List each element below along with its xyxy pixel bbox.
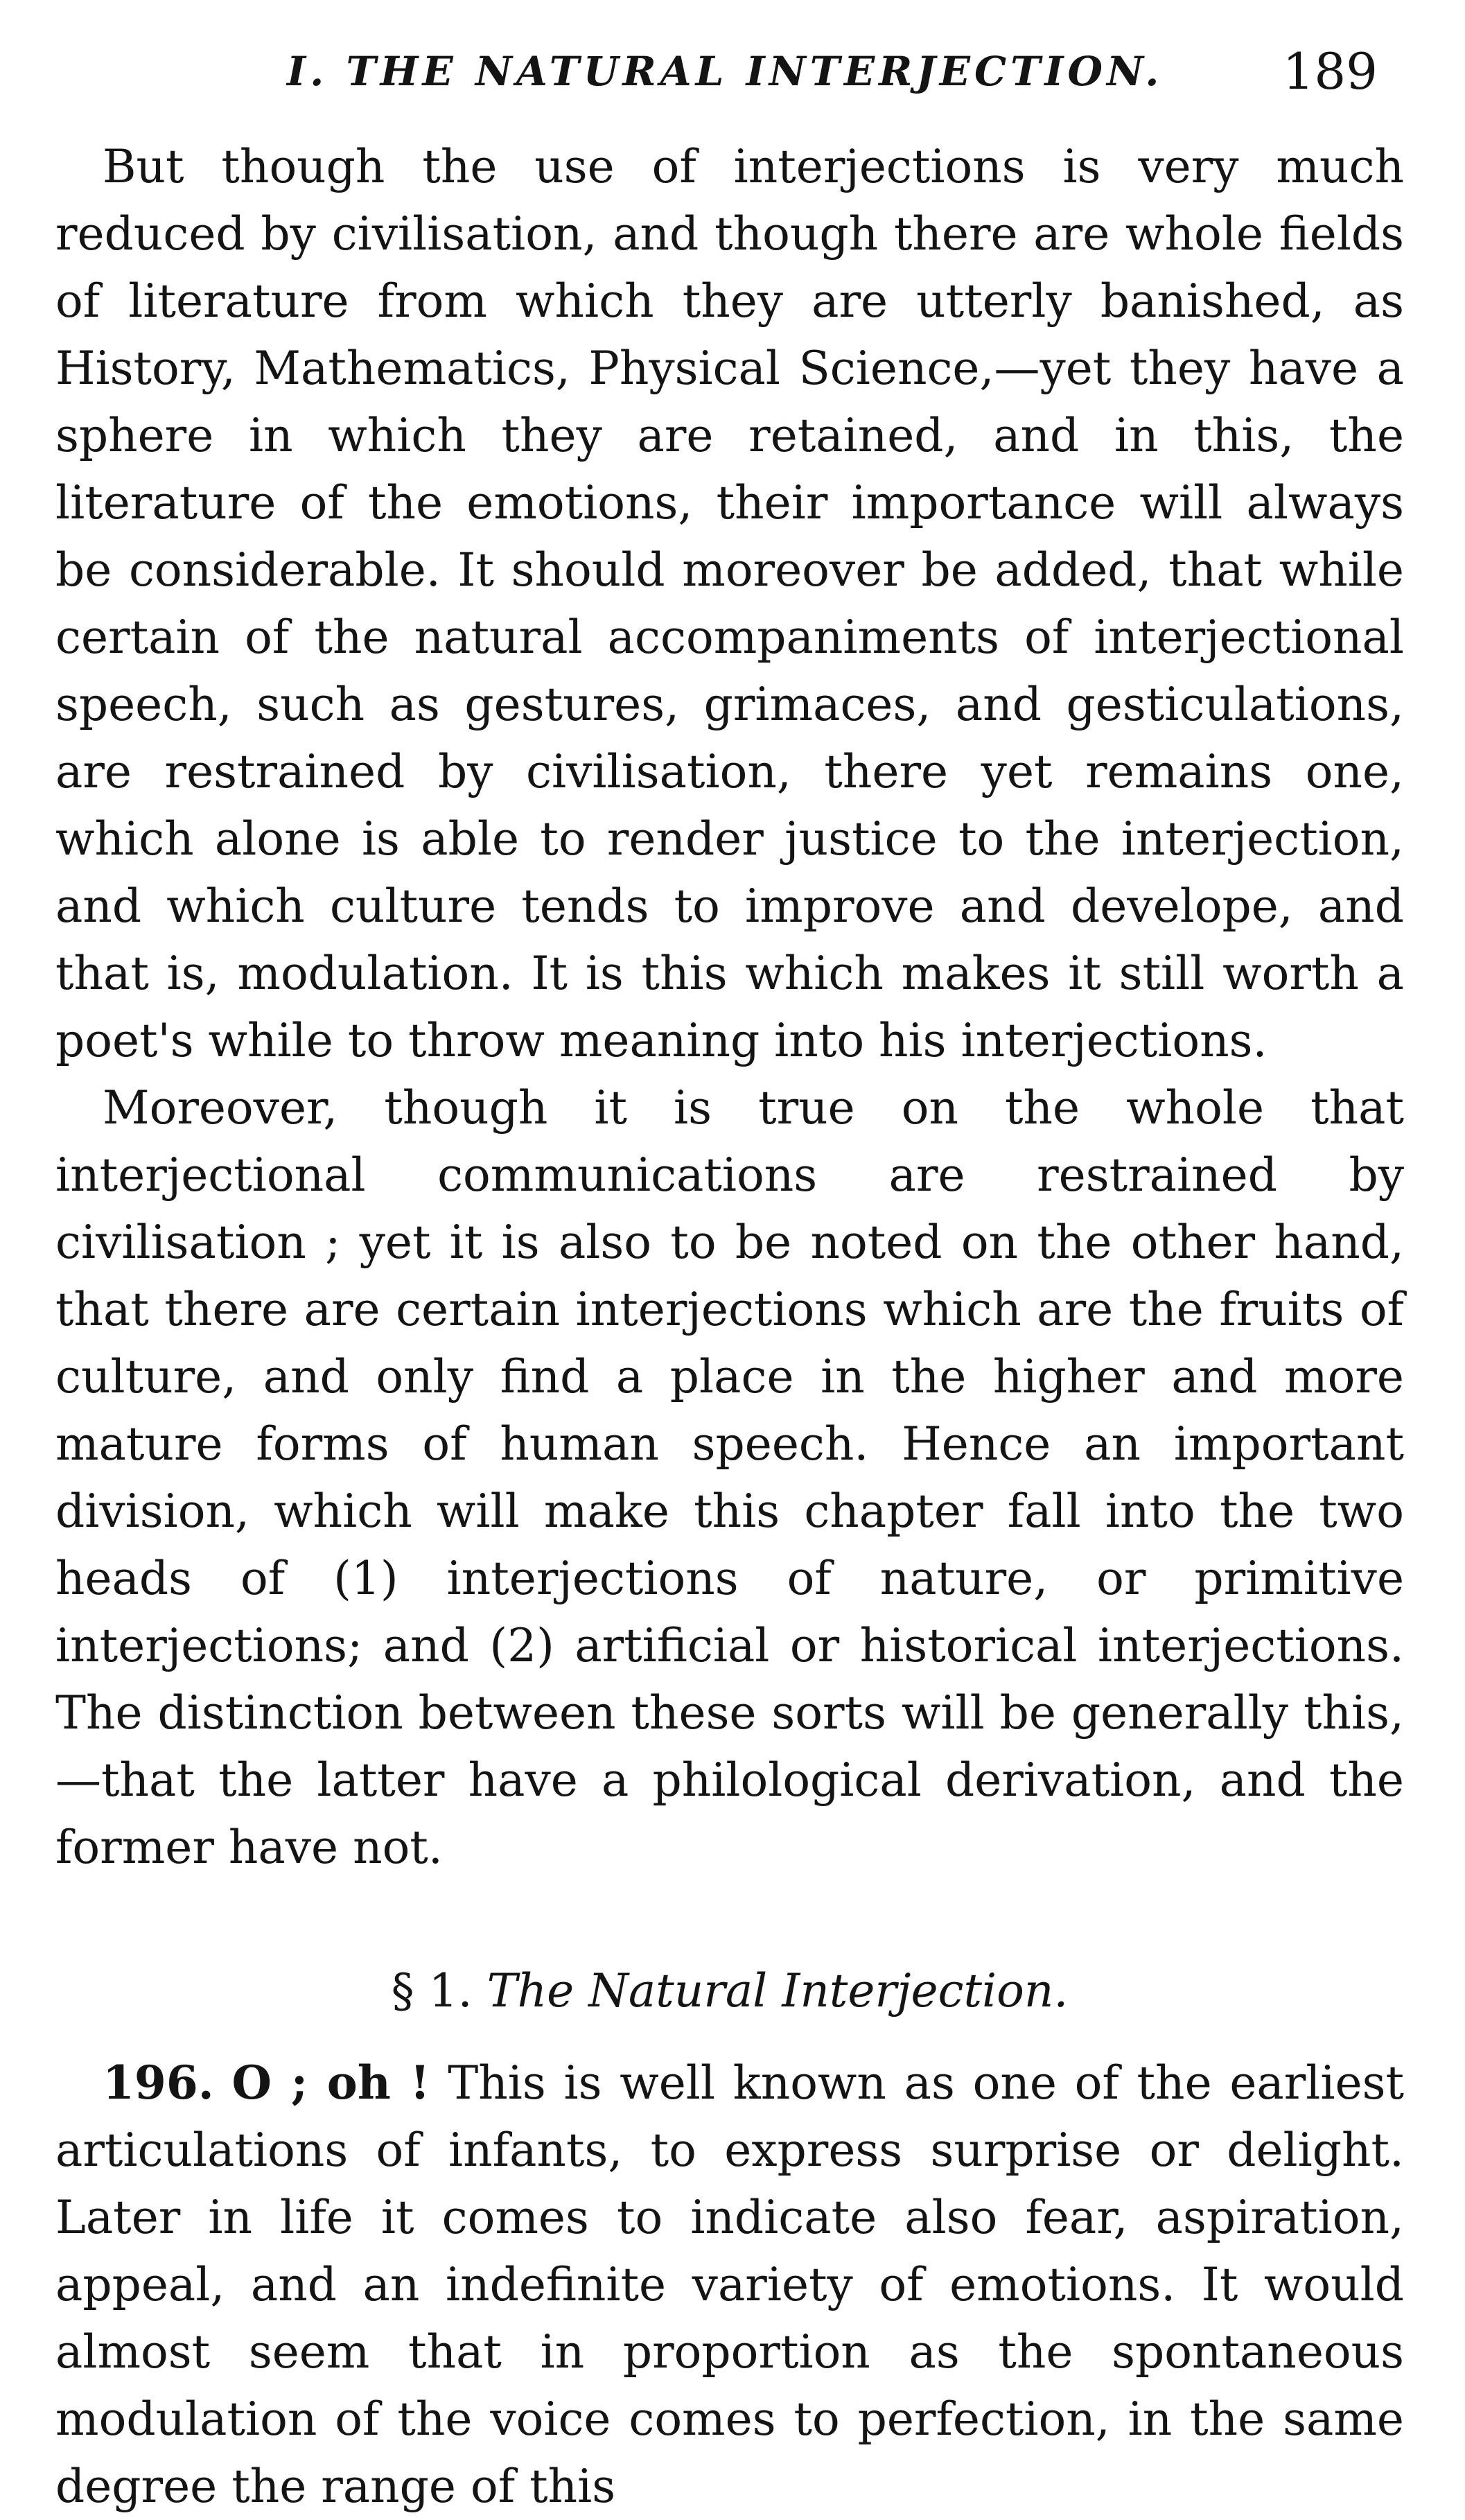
entry-headword: O ; oh ! xyxy=(231,2056,430,2110)
body-text xyxy=(55,133,1404,2520)
entry-text: This is well known as one of the earliest articulations of infants, to express surprise or delight. Later in life it comes to indicate also fear, aspiration, appeal, and an indefinite variety of emotions. It would almost seem that in proportion as the spontaneous modulation of the voice comes to perfection, in the same degree the range of this xyxy=(55,2056,1404,2513)
section-title: The Natural Interjection. xyxy=(486,1964,1069,2018)
page-number: 189 xyxy=(1282,42,1378,100)
running-title: I. THE NATURAL INTERJECTION. xyxy=(287,48,1164,95)
running-head xyxy=(67,33,1397,110)
section-heading xyxy=(55,1957,1404,2024)
entry-paragraph xyxy=(55,2049,1404,2520)
entry-number: 196. xyxy=(103,2056,214,2110)
paragraph-division: Moreover, though it is true on the whole that interjectional communications are restrained by civilisation ; yet it is also to be noted on the other hand, that there are certain interjections which are the fruits of culture, and only find a place in the higher and more mature forms of human speech. Hence an important division, which will make this chapter fall into the two heads of (1) interjections of nature, or primitive interjections; and (2) artificial or historical interjections. The distinction between these sorts will be generally this,—that the latter have a philological derivation, and the former have not. xyxy=(55,1081,1404,1874)
section-number: § 1. xyxy=(391,1964,473,2018)
paragraph-civilisation: But though the use of interjections is very much reduced by civilisation, and though there are whole fields of literature from which they are utterly banished, as History, Mathematics, Physical Science,—yet they have a sphere in which they are retained, and in this, the literature of the emotions, their importance will always be considerable. It should moreover be added, that while certain of the natural accompaniments of interjectional speech, such as gestures, grimaces, and gesticulations, are restrained by civilisation, there yet remains one, which alone is able to render justice to the interjection, and which culture tends to improve and develope, and that is, modulation. It is this which makes it still worth a poet's while to throw meaning into his interjections. xyxy=(55,140,1404,1067)
